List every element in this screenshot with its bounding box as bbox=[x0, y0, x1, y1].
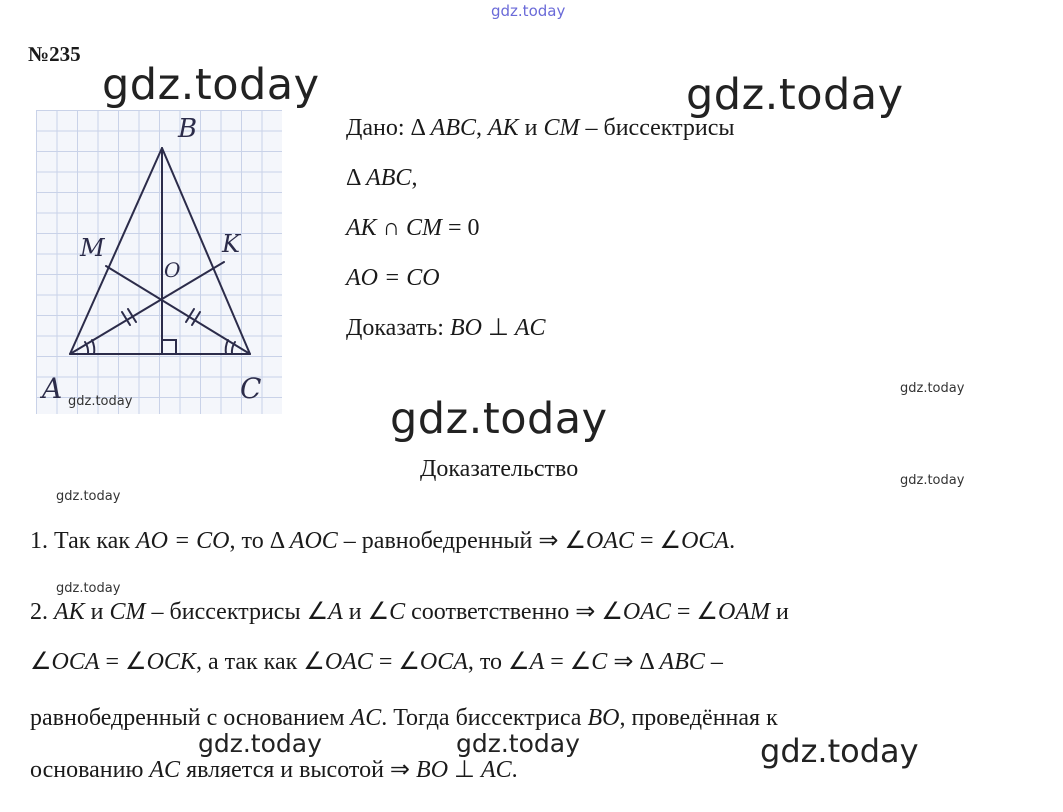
vertex-label-b: B bbox=[178, 114, 198, 144]
watermark-top: gdz.today bbox=[491, 2, 566, 20]
triangle-figure bbox=[36, 110, 282, 414]
proof-step-2-line-2: ∠OCA = ∠OCK, а так как ∠OAC = ∠OCA, то ∠A = ∠C ⇒ Δ ABC – bbox=[30, 649, 723, 675]
watermark-small: gdz.today bbox=[56, 581, 121, 596]
vertex-label-c: C bbox=[240, 372, 262, 405]
prove-line: Доказать: BO ⊥ AC bbox=[346, 315, 546, 341]
watermark-medium: gdz.today bbox=[198, 729, 322, 758]
right-angle-mark bbox=[162, 340, 176, 354]
given-line-2: Δ ABC, bbox=[346, 165, 418, 191]
angle-arc-a2 bbox=[92, 340, 94, 354]
angle-arc-c2 bbox=[226, 340, 228, 354]
given-line-1: Дано: Δ ABC, AK и CM – биссектрисы bbox=[346, 115, 735, 141]
proof-step-2-line-4: основанию AC является и высотой ⇒ BO ⊥ AC. bbox=[30, 757, 518, 783]
vertex-label-o: O bbox=[164, 258, 181, 282]
watermark-large: gdz.today bbox=[102, 60, 320, 110]
given-line-3: AK ∩ CM = 0 bbox=[346, 215, 480, 241]
proof-heading: Доказательство bbox=[420, 456, 579, 482]
watermark-small: gdz.today bbox=[900, 381, 965, 396]
problem-number: №235 bbox=[28, 42, 81, 66]
watermark-large: gdz.today bbox=[686, 70, 904, 120]
proof-step-1: 1. Так как AO = CO, то Δ AOC – равнобедренный ⇒ ∠OAC = ∠OCA. bbox=[30, 528, 736, 554]
watermark-figure: gdz.today bbox=[68, 394, 133, 409]
watermark-large: gdz.today bbox=[390, 394, 608, 444]
watermark-medium: gdz.today bbox=[456, 729, 580, 758]
proof-step-2-line-1: 2. AK и CM – биссектрисы ∠A и ∠C соответственно ⇒ ∠OAC = ∠OAM и bbox=[30, 599, 789, 625]
vertex-label-k: K bbox=[222, 230, 240, 258]
given-line-4: AO = CO bbox=[346, 265, 440, 291]
watermark-medium: gdz.today bbox=[760, 732, 919, 770]
triangle-drawing bbox=[36, 110, 282, 414]
proof-step-2-line-3: равнобедренный с основанием AC. Тогда биссектриса BO, проведённая к bbox=[30, 705, 778, 731]
watermark-small: gdz.today bbox=[900, 473, 965, 488]
vertex-label-a: A bbox=[42, 372, 63, 405]
watermark-small: gdz.today bbox=[56, 489, 121, 504]
vertex-label-m: M bbox=[80, 234, 105, 262]
